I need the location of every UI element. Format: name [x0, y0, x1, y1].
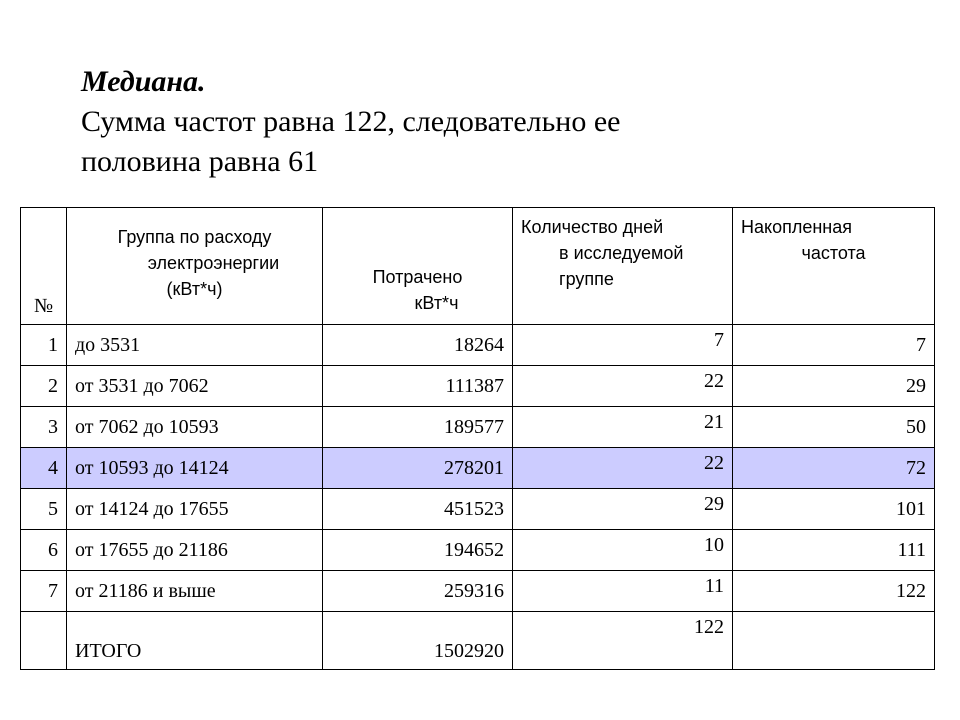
header-group: Группа по расходу электроэнергии (кВт*ч)	[67, 208, 323, 325]
table-row	[21, 448, 935, 489]
row-cumulative: 7	[733, 325, 935, 366]
row-days: 29	[513, 489, 733, 530]
row-group: от 7062 до 10593	[67, 407, 323, 448]
row-number: 3	[21, 407, 67, 448]
header-spent: Потрачено кВт*ч	[323, 208, 513, 325]
electricity-table	[20, 207, 935, 670]
row-spent: 451523	[323, 489, 513, 530]
row-cumulative: 72	[733, 448, 935, 489]
row-group: от 17655 до 21186	[67, 530, 323, 571]
header-days: Количество дней в исследуемой группе	[513, 208, 733, 325]
total-days: 122	[513, 612, 733, 670]
row-days: 21	[513, 407, 733, 448]
row-days: 11	[513, 571, 733, 612]
row-cumulative: 122	[733, 571, 935, 612]
heading-line-1: Сумма частот равна 122, следовательно ее	[81, 105, 621, 138]
row-days: 10	[513, 530, 733, 571]
row-spent: 259316	[323, 571, 513, 612]
row-group: от 3531 до 7062	[67, 366, 323, 407]
row-group: от 14124 до 17655	[67, 489, 323, 530]
row-days: 7	[513, 325, 733, 366]
table-row	[21, 366, 935, 407]
table-row	[21, 407, 935, 448]
slide-heading	[81, 62, 621, 182]
row-days: 22	[513, 448, 733, 489]
row-number: 6	[21, 530, 67, 571]
row-cumulative: 50	[733, 407, 935, 448]
header-number: №	[21, 208, 67, 325]
table-header-row	[21, 208, 935, 325]
row-cumulative: 29	[733, 366, 935, 407]
row-cumulative: 101	[733, 489, 935, 530]
row-spent: 111387	[323, 366, 513, 407]
row-spent: 189577	[323, 407, 513, 448]
table-total-row	[21, 612, 935, 670]
table-row	[21, 489, 935, 530]
table-row	[21, 325, 935, 366]
row-group: от 10593 до 14124	[67, 448, 323, 489]
total-spent: 1502920	[323, 612, 513, 670]
header-cumulative: Накопленная частота	[733, 208, 935, 325]
row-group: от 21186 и выше	[67, 571, 323, 612]
row-cumulative: 111	[733, 530, 935, 571]
row-number: 4	[21, 448, 67, 489]
heading-line-2: половина равна 61	[81, 145, 319, 178]
row-number: 1	[21, 325, 67, 366]
total-cumulative	[733, 612, 935, 670]
row-spent: 194652	[323, 530, 513, 571]
table-row	[21, 530, 935, 571]
row-spent: 18264	[323, 325, 513, 366]
table-row	[21, 571, 935, 612]
row-number: 5	[21, 489, 67, 530]
total-label: ИТОГО	[67, 612, 323, 670]
row-number: 2	[21, 366, 67, 407]
total-number	[21, 612, 67, 670]
slide-title: Медиана.	[81, 65, 206, 98]
row-group: до 3531	[67, 325, 323, 366]
row-days: 22	[513, 366, 733, 407]
row-number: 7	[21, 571, 67, 612]
row-spent: 278201	[323, 448, 513, 489]
